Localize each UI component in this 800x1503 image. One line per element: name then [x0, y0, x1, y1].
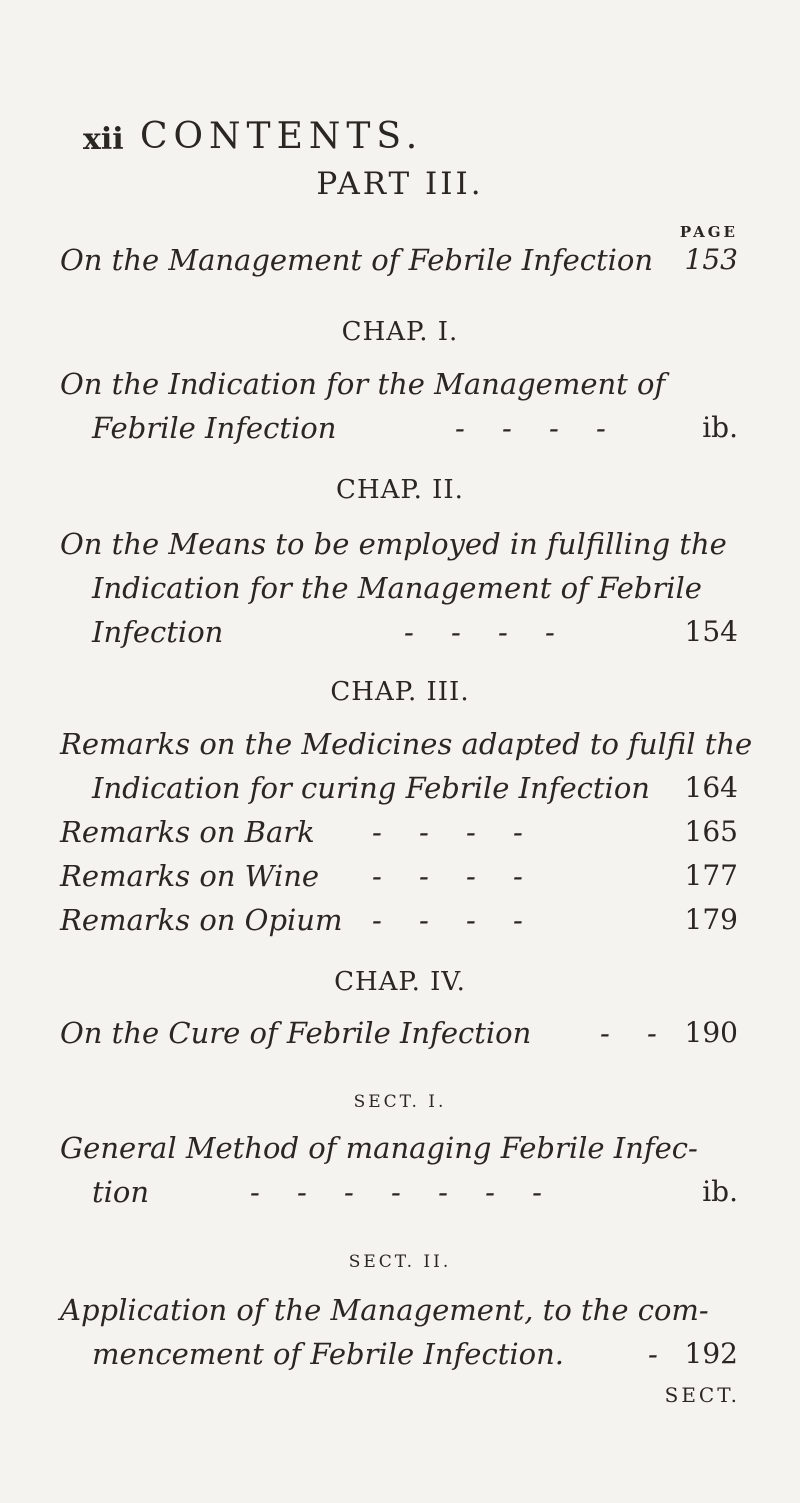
page-number: xii — [83, 122, 124, 157]
toc-entry-page: 192 — [684, 1337, 738, 1370]
toc-entry-page: 190 — [684, 1016, 738, 1049]
toc-entry-line: Febrile Infection — [92, 411, 337, 445]
toc-entry-page: 179 — [684, 903, 738, 936]
toc-entry-line: Application of the Management, to the com- — [60, 1293, 709, 1327]
toc-entry-line: Infection — [92, 615, 224, 649]
toc-entry-text: On the Management of Febrile Infection — [60, 243, 654, 277]
leader-dots: - - - - — [372, 903, 537, 937]
leader-dots: - - — [600, 1016, 671, 1050]
chapter-heading: CHAP. III. — [330, 677, 470, 707]
part-title: PART III. — [316, 166, 484, 202]
toc-entry-line: On the Indication for the Management of — [60, 367, 666, 401]
toc-entry-text: Remarks on Bark — [60, 815, 315, 849]
toc-entry-page: ib. — [702, 1175, 738, 1208]
toc-entry-text: Remarks on Wine — [60, 859, 320, 893]
toc-entry-text: Remarks on Opium — [60, 903, 343, 937]
toc-entry-line: On the Means to be employed in fulfilling the — [60, 527, 727, 561]
leader-dots: - - - - — [372, 859, 537, 893]
toc-entry-line: General Method of managing Febrile Infec- — [60, 1131, 698, 1165]
chapter-heading: CHAP. II. — [336, 475, 464, 505]
toc-entry-page: 154 — [684, 615, 738, 648]
toc-entry-line: Remarks on the Medicines adapted to fulfil the — [60, 727, 753, 761]
toc-entry-line: Indication for curing Febrile Infection — [92, 771, 650, 805]
chapter-heading: CHAP. I. — [341, 317, 459, 347]
toc-entry-line: Indication for the Management of Febrile — [92, 571, 702, 605]
leader-dots: - - - - — [404, 615, 569, 649]
leader-dots: - - - - — [455, 411, 620, 445]
chapter-heading: CHAP. IV. — [334, 967, 466, 997]
toc-entry-text: On the Cure of Febrile Infection — [60, 1016, 532, 1050]
section-heading: SECT. I. — [353, 1092, 447, 1112]
catchword: SECT. — [664, 1383, 740, 1407]
leader-dots: - - - - - - - — [250, 1175, 556, 1209]
running-head-title: CONTENTS. — [140, 116, 424, 157]
toc-entry-page: 164 — [684, 771, 738, 804]
section-heading: SECT. II. — [348, 1252, 452, 1272]
toc-entry-line: mencement of Febrile Infection. — [92, 1337, 564, 1371]
toc-entry-page: 165 — [684, 815, 738, 848]
leader-dots: - - - - — [372, 815, 537, 849]
toc-entry-page: 177 — [684, 859, 738, 892]
toc-entry-line: tion — [92, 1175, 150, 1209]
toc-entry-page: 153 — [684, 243, 738, 276]
toc-entry-page: ib. — [702, 411, 738, 444]
leader-dots: - — [648, 1337, 658, 1371]
page-column-label: PAGE — [679, 223, 738, 241]
